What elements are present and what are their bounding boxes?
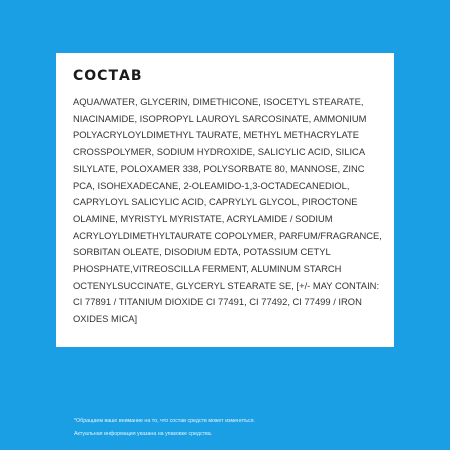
ingredients-card: [56, 53, 394, 347]
section-title: СОСТАВ: [73, 68, 143, 84]
ingredients-list: AQUA/WATER, GLYCERIN, DIMETHICONE, ISOCETYL STEARATE, NIACINAMIDE, ISOPROPYL LAUROYL SARCOSINATE, AMMONIUM POLYACRYLOYLDIMETHYL TAURATE, METHYL METHACRYLATE CROSSPOLYMER, SODIUM HYDROXIDE, SALICYLIC ACID, SILICA SILYLATE, POLOXAMER 338, POLYSORBATE 80, MANNOSE, ZINC PCA, ISOHEXADECANE, 2-OLEAMIDO-1,3-OCTADECANEDIOL, CAPRYLOYL SALICYLIC ACID, CAPRYLYL GLYCOL, PIROCTONE OLAMINE, MYRISTYL MYRISTATE, ACRYLAMIDE / SODIUM ACRYLOYLDIMETHYLTAURATE COPOLYMER, PARFUM/FRAGRANCE, SORBITAN OLEATE, DISODIUM EDTA, POTASSIUM CETYL PHOSPHATE,VITREOSCILLA FERMENT, ALUMINUM STARCH OCTENYLSUCCINATE, GLYCERYL STEARATE SE, [+/- MAY CONTAIN: CI 77891 / TITANIUM DIOXIDE CI 77491, CI 77492, CI 77499 / IRON OXIDES MICA]: [73, 96, 382, 325]
footnote-packaging-info: Актуальная информация указана на упаковке средства.: [74, 431, 213, 437]
footnote-disclaimer: *Обращаем ваше внимание на то, что состав средств может изменяться.: [74, 418, 256, 424]
